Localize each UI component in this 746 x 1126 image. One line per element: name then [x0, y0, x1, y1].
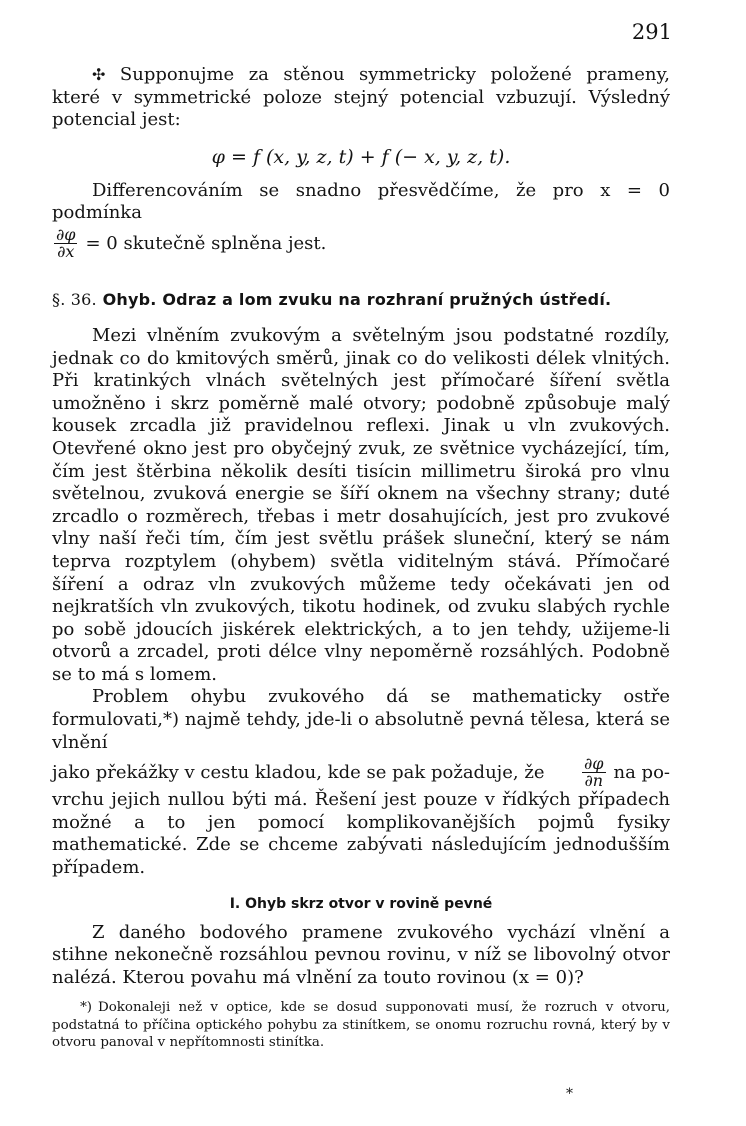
paragraph-1: Mezi vlněním zvukovým a světelným jsou podstatné rozdíly, jednak co do kmitových směrů, jinak co do velikosti délek vlnitých. Při kratinkých vlnách světelných jest přímočaré šíření světla umožněno i skrz poměrně malé otvory; podobně způsobuje malý kousek zrcadla již pravidelnou reflexi. Jinak u vln zvukových. Otevřené okno jest pro obyčejný zvuk, ze světnice vycházející, tím, čím jest štěrbina několik desíti tisícin millimetru široká pro vlnu světelnou, zvuková energie se šíří oknem na všechny strany; duté zrcadlo o rozměrech, třebas i metr dosahujících, jest pro zvukové vlny naší řeči tím, čím jest světlu prášek sluneční, který se nám teprva rozptylem (ohybem) světla viditelným stává. Přímočaré šíření a odraz vln zvukových můžeme tedy očekávati jen od nejkratších vln zvukových, tikotu hodinek, od zvuku slabých rychle po sobě jdoucích jiskérek elektrických, a to jen tehdy, užijeme-li otvorů a zrcadel, proti délce vlny nepoměrně rozsáhlých. Podobně se to má s lomem. [52, 324, 670, 685]
condition-text: = 0 skutečně splněna jest. [85, 232, 327, 254]
condition-numerator: ∂φ [56, 224, 76, 244]
footnote [52, 999, 670, 1052]
subsection-heading: I. Ohyb skrz otvor v rovině pevné [229, 895, 493, 912]
normal-derivative-numerator: ∂φ [584, 754, 604, 774]
paragraph-2-start: Problem ohybu zvukového dá se mathematicky ostře formulovati,*) najmě tehdy, jde-li o absolutně pevná tělesa, která se vlnění [52, 686, 670, 753]
page-number: 291 [631, 20, 672, 44]
potential-equation: φ = f (x, y, z, t) + f (− x, y, z, t). [211, 145, 511, 168]
condition-fraction [54, 224, 77, 261]
paragraph-2-math [580, 756, 670, 789]
paragraph-2-fraction-line [52, 756, 670, 789]
section-heading [52, 290, 670, 309]
paragraph-2-end: vrchu jejich nullou býti má. Řešení jest pouze v řídkých případech možné a to jen pomocí komplikovanějších pojmů fysiky mathematické. Zde se chceme zabývati následujícím jednodušším případem. [52, 789, 670, 879]
condition-denominator: ∂x [57, 241, 75, 261]
intro-paragraph [52, 64, 670, 132]
normal-derivative-denominator: ∂n [584, 771, 604, 791]
normal-derivative-fraction [582, 756, 605, 789]
footnote-marker: *) [80, 1000, 92, 1016]
section-number: §. 36. [52, 289, 97, 309]
page-body [52, 64, 670, 1052]
paragraph-marker: ✣ [92, 65, 106, 84]
section-title: Ohyb. Odraz a lom zvuku na rozhraní pružných ústředí. [102, 289, 612, 309]
paragraph-2-before: jako překážky v cestu kladou, kde se pak požaduje, že [52, 762, 545, 784]
signature-mark: * [566, 1086, 573, 1102]
derivation-text: Differencováním se snadno přesvědčíme, že pro x = 0 podmínka [52, 179, 670, 224]
condition-line [52, 224, 670, 261]
footnote-text: Dokonaleji než v optice, kde se dosud supponovati musí, že rozruch v otvoru, podstatná to příčina optického pohybu za stinítkem, se onomu rozruchu rovná, který by v otvoru panoval v nepřítomnosti stinítka. [52, 1000, 670, 1051]
intro-text: Supponujme za stěnou symmetricky položené prameny, které v symmetrické poloze stejný potencial vzbuzují. Výsledný potencial jest: [52, 64, 670, 131]
paragraph-2-after: na po- [613, 762, 670, 784]
paragraph-3: Z daného bodového pramene zvukového vychází vlnění a stihne nekonečně rozsáhlou pevnou rovinu, v níž se libovolný otvor nalézá. Kterou povahu má vlnění za touto rovinou (x = 0)? [52, 921, 670, 988]
